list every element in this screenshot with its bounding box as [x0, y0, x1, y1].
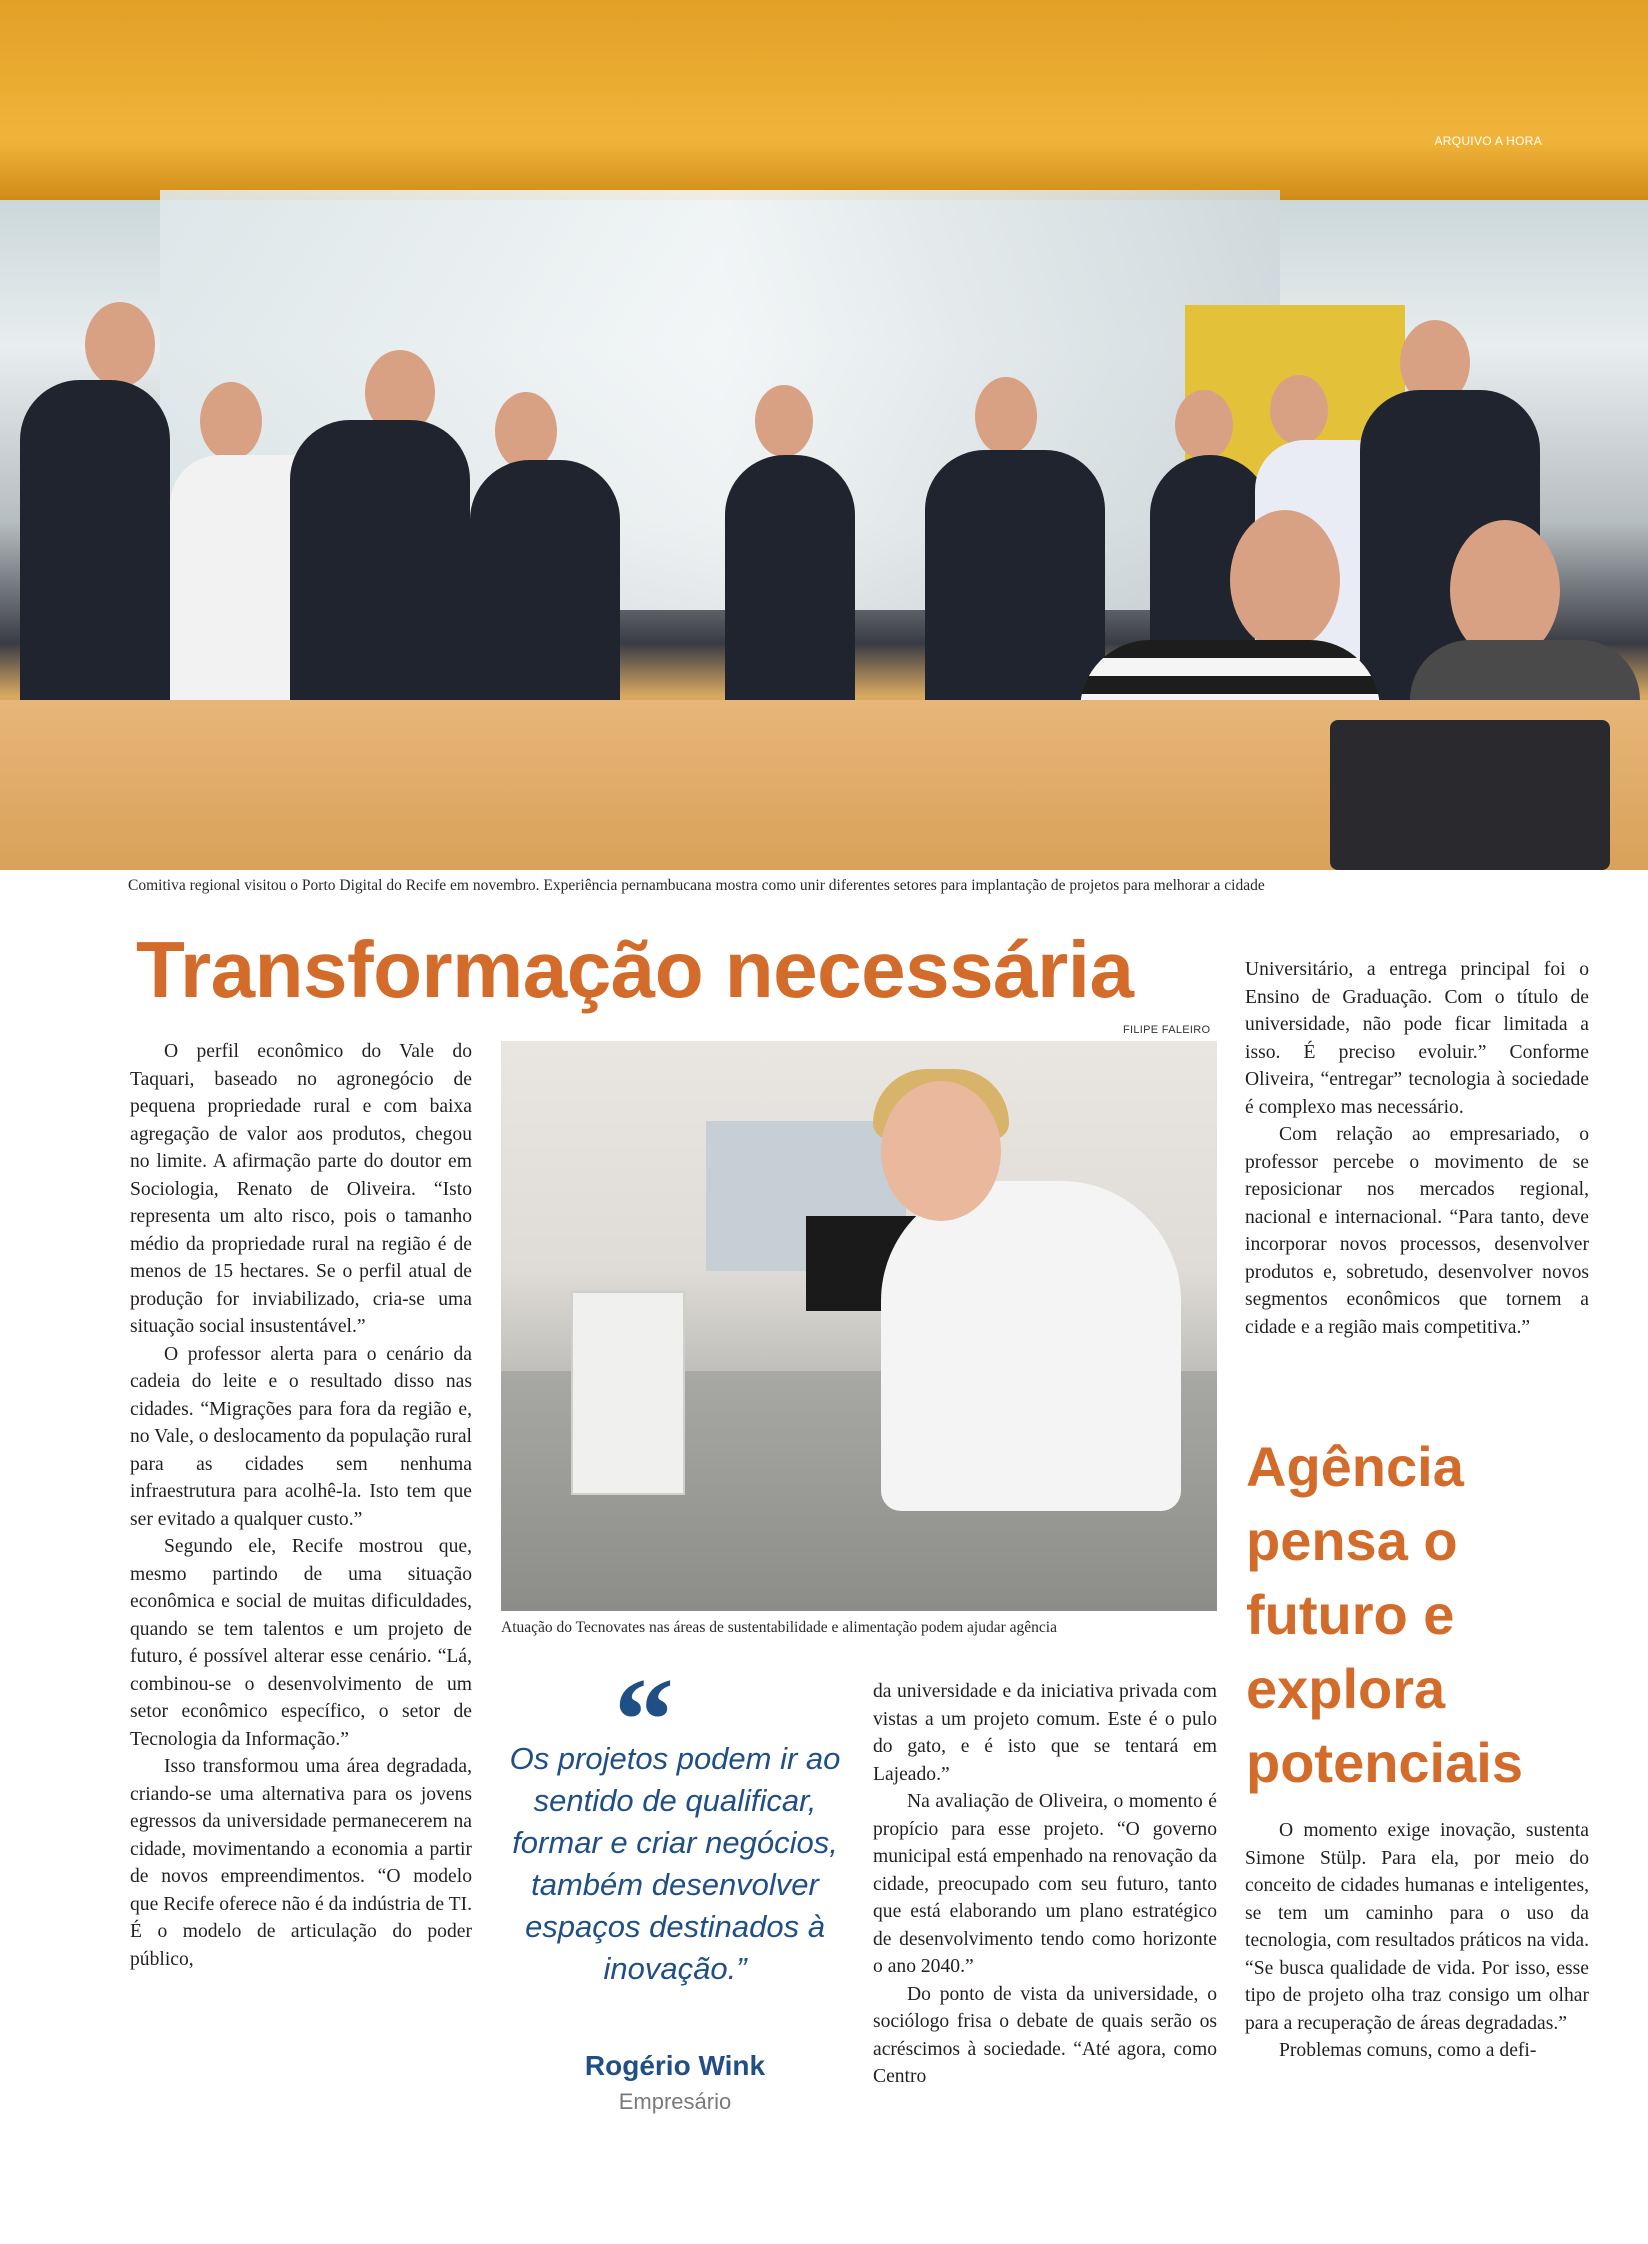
- paragraph: Segundo ele, Recife mostrou que, mesmo partindo de uma situação econômica e social de muitas dificuldades, quando se tem talentos e um projeto de futuro, é possível alterar esse cenário. “Lá, combinou-se o desenvolvimento de um setor econômico específico, o setor de Tecnologia da Informação.”: [130, 1536, 472, 1750]
- headline: Transformação necessária: [136, 925, 1134, 1014]
- lab-visit-photo: [0, 0, 1648, 870]
- article-column-1: [130, 1038, 472, 1973]
- article-column-3: [873, 1678, 1217, 2091]
- paragraph: Do ponto de vista da universidade, o sociólogo frisa o debate de quais serão os acréscimos à sociedade. “Até agora, como Centro: [873, 1983, 1217, 2087]
- paragraph: Universitário, a entrega principal foi o Ensino de Graduação. Com o título de universidade, não pode ficar limitada a isso. É preciso evoluir.” Conforme Oliveira, “entregar” tecnologia à sociedade é complexo mas necessário.: [1245, 959, 1589, 1118]
- paragraph: Na avaliação de Oliveira, o momento é propício para esse projeto. “O governo municipal está empenhado na renovação da cidade, preocupado com seu futuro, tanto que está elaborando um plano estratégico de desenvolvimento tendo como horizonte o ano 2040.”: [873, 1791, 1217, 1977]
- article-column-4-bottom: [1245, 1817, 1589, 2065]
- paragraph: da universidade e da iniciativa privada com vistas a um projeto comum. Este é o pulo do gato, e é isto que se tentará em Lajeado.”: [873, 1681, 1217, 1785]
- pull-quote: Os projetos podem ir ao sentido de qualificar, formar e criar negócios, também desenvolver espaços destinados à inovação.”: [509, 1741, 841, 1986]
- paragraph: O professor alerta para o cenário da cadeia do leite e o resultado disso nas cidades. “Migrações para fora da região e, no Vale, o deslocamento da população rural para as cidades sem nenhuma infraestrutura para acolhê-la. Isto tem que ser evitado a qualquer custo.”: [130, 1343, 472, 1530]
- paragraph: O momento exige inovação, sustenta Simone Stülp. Para ela, por meio do conceito de cidades humanas e inteligentes, se tem um caminho para o uso da tecnologia, com resultados práticos na vida. “Se busca qualidade de vida. Por isso, esse tipo de projeto olha traz consigo um olhar para a recuperação de áreas degradadas.”: [1245, 1820, 1589, 2034]
- article-column-4-top: [1245, 956, 1589, 1341]
- paragraph: Isso transformou uma área degradada, criando-se uma alternativa para os jovens egressos da universidade permanecerem na cidade, movimentando a economia a partir de novos empreendimentos. “O modelo que Recife oferece não é da indústria de TI. É o modelo de articulação do poder público,: [130, 1756, 472, 1970]
- quote-mark-icon: “: [614, 1653, 674, 1786]
- photo-caption: Comitiva regional visitou o Porto Digital do Recife em novembro. Experiência pernambucana mostra como unir diferentes setores para implantação de projetos para melhorar a cidade: [128, 877, 1265, 894]
- sidebar-headline: Agência pensa o futuro e explora potenciais: [1246, 1435, 1523, 1794]
- photo-credit: ARQUIVO A HORA: [1434, 134, 1542, 148]
- lab-photo-credit: FILIPE FALEIRO: [1123, 1024, 1211, 1036]
- paragraph: Com relação ao empresariado, o professor percebe o movimento de se reposicionar nos mercados regional, nacional e internacional. “Para tanto, deve incorporar novos processos, desenvolver produtos e, sobretudo, desenvolver novos segmentos econômicos que tornem a cidade e a região mais competitiva.”: [1245, 1124, 1589, 1338]
- quote-author: Rogério Wink: [584, 2050, 766, 2081]
- paragraph: O perfil econômico do Vale do Taquari, baseado no agronegócio de pequena propriedade rural e com baixa agregação de valor aos produtos, chegou no limite. A afirmação parte do doutor em Sociologia, Renato de Oliveira. “Isto representa um alto risco, pois o tamanho médio da propriedade rural na região é de menos de 15 hectares. Se o perfil atual de produção for inviabilizado, cria-se uma situação social insustentável.”: [130, 1041, 472, 1337]
- lab-photo-caption: Atuação do Tecnovates nas áreas de sustentabilidade e alimentação podem ajudar agência: [501, 1619, 1057, 1636]
- paragraph: Problemas comuns, como a defi-: [1279, 2040, 1537, 2061]
- quote-author-role: Empresário: [618, 2089, 732, 2114]
- laboratory-photo: [501, 1041, 1217, 1611]
